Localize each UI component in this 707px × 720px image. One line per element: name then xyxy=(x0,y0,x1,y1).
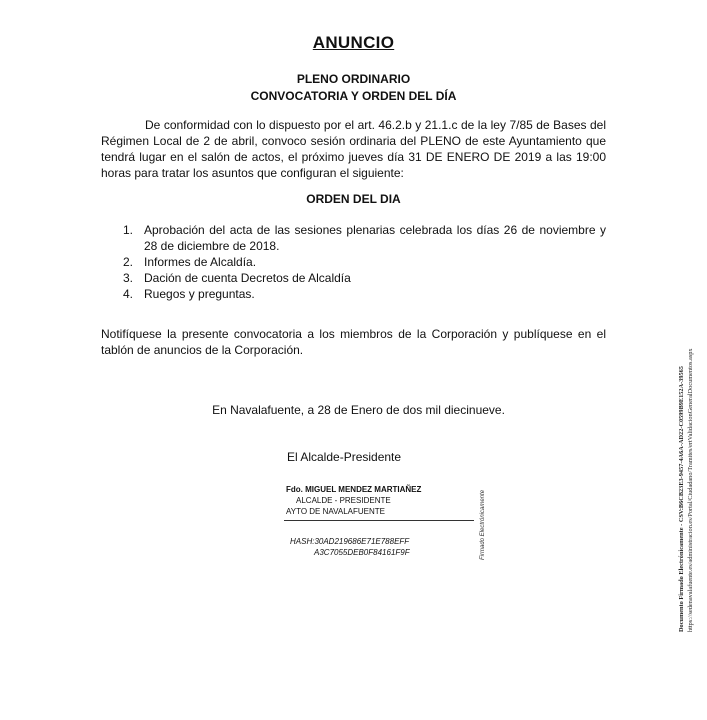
body-paragraph: De conformidad con lo dispuesto por el art. 46.2.b y 21.1.c de la ley 7/85 de Bases del Régimen Local de 2 de abril, convoco sesión ordinaria del PLENO de este Ayuntamiento que tendrá lugar en el salón de actos, el próximo jueves día 31 DE ENERO DE 2019 a las 19:00 horas para tratar los asuntos que configuran el siguiente: xyxy=(101,118,606,180)
notification-paragraph: Notifíquese la presente convocatoria a los miembros de la Corporación y publíquese en el tablón de anuncios de la Corporación. xyxy=(101,327,606,357)
verification-sidebar xyxy=(668,260,707,640)
electronic-signature-stamp xyxy=(470,489,530,560)
list-item xyxy=(101,222,606,254)
orden-title: ORDEN DEL DIA xyxy=(306,192,401,206)
document-subtitle-2: CONVOCATORIA Y ORDEN DEL DÍA xyxy=(250,89,457,103)
list-item-text: Dación de cuenta Decretos de Alcaldía xyxy=(144,271,351,285)
list-item-number: 2. xyxy=(123,255,134,269)
signer-name: Fdo. MIGUEL MENDEZ MARTIAÑEZ xyxy=(286,485,422,494)
list-item-text: Informes de Alcaldía. xyxy=(144,255,257,269)
list-item-number: 4. xyxy=(123,287,134,301)
list-item-number: 1. xyxy=(123,223,134,237)
list-item xyxy=(101,270,606,286)
hash-line-1: HASH:30AD219686E71E788EFF xyxy=(290,537,410,546)
document-subtitle-1: PLENO ORDINARIO xyxy=(296,72,411,86)
list-item-text: Ruegos y preguntas. xyxy=(144,287,255,301)
signature-divider xyxy=(284,520,474,521)
alcalde-label: El Alcalde-Presidente xyxy=(287,450,402,464)
list-item-text: Aprobación del acta de las sesiones plenarias celebrada los días 26 de noviembre y 28 de diciembre de 2018. xyxy=(144,223,606,253)
csv-line: Documento Firmado Electrónicamente - CSV:B6CB23E3-9457-4A6A-AD22-C0599B9E152A-39565 xyxy=(678,366,685,632)
place-date: En Navalafuente, a 28 de Enero de dos mil diecinueve. xyxy=(212,403,505,417)
orden-list xyxy=(101,222,606,302)
verification-url[interactable]: https://sedenavalafuente.es/administracion.es/Portal/Ciudadano/Tramites/ertValidacionGeneralDocumentos.aspx xyxy=(687,348,694,632)
hash-line-2: A3C7055DEB0F84161F9F xyxy=(314,548,410,557)
firmado-label: Firmado Electrónicamente xyxy=(480,489,486,560)
signer-role: ALCALDE - PRESIDENTE xyxy=(296,496,391,505)
signer-org: AYTO DE NAVALAFUENTE xyxy=(286,507,385,516)
signature-block xyxy=(286,484,476,517)
signature-hash xyxy=(290,536,410,558)
list-item xyxy=(101,286,606,302)
list-item xyxy=(101,254,606,270)
document-title: ANUNCIO xyxy=(312,33,395,52)
list-item-number: 3. xyxy=(123,271,134,285)
